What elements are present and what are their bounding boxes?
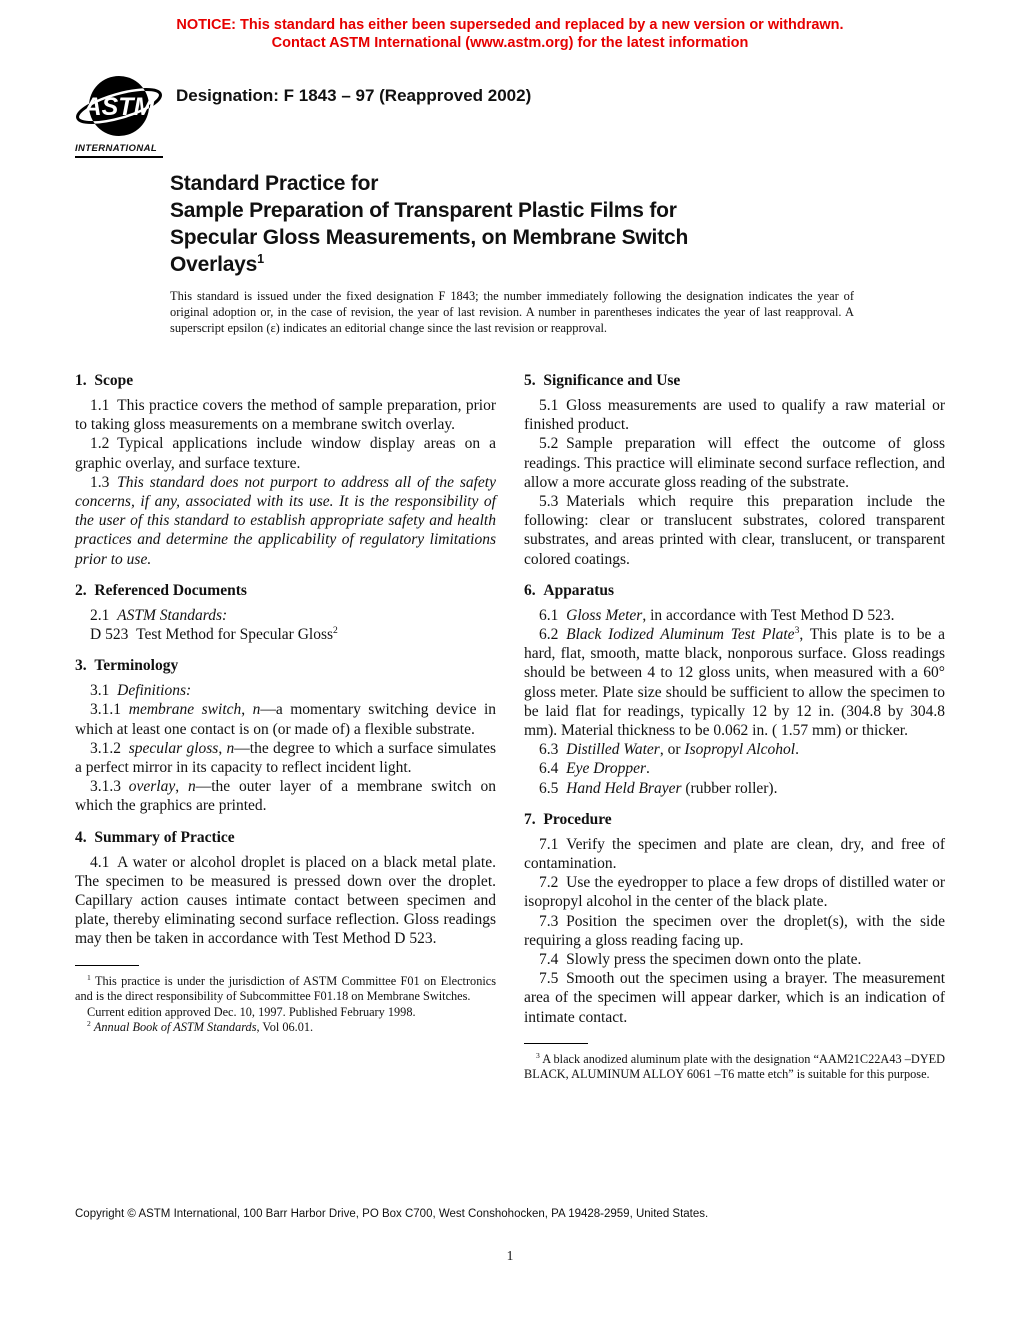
section-heading: 2. Referenced Documents bbox=[75, 581, 247, 599]
title-superscript: 1 bbox=[257, 252, 264, 266]
section-significance-and-use bbox=[524, 372, 945, 569]
paragraph: 7.1 Verify the specimen and plate are clean, dry, and free of contamination. bbox=[524, 835, 945, 873]
designation-text: Designation: F 1843 – 97 (Reapproved 2002) bbox=[176, 86, 532, 105]
right-column bbox=[524, 368, 945, 1083]
left-footnotes bbox=[75, 965, 496, 1036]
logo-underline bbox=[75, 156, 163, 158]
footnote: $^1$ This practice is under the jurisdiction of ASTM Committee F01 on Electronics and is the direct responsibility of Subcommittee F01.18 on Membrane Switches. bbox=[75, 972, 496, 1004]
section-scope bbox=[75, 372, 496, 569]
paragraph: 5.2 Sample preparation will effect the outcome of gloss readings. This practice will eliminate second surface reflection, and allow a more accurate gloss reading of the substrate. bbox=[524, 435, 945, 491]
body-columns bbox=[75, 368, 945, 1083]
section-heading: 5. Significance and Use bbox=[524, 372, 681, 389]
section-summary-of-practice bbox=[75, 829, 496, 949]
section-heading: 3. Terminology bbox=[75, 657, 179, 675]
issuance-note: This standard is issued under the fixed designation F 1843; the number immediately following the designation indicates the year of original adoption or, in the case of revision, the year of last revision. A number in parentheses indicates the year of last reapproval. A superscript epsilon (ε) indicates an editorial change since the last revision or reapproval. bbox=[170, 289, 854, 335]
superseded-notice bbox=[0, 16, 1020, 52]
paragraph: 6.1 Gloss Meter, in accordance with Test Method D 523. bbox=[539, 606, 895, 624]
paragraph: 6.5 Hand Held Brayer (rubber roller). bbox=[539, 779, 778, 797]
paragraph: 3.1 Definitions: bbox=[90, 682, 192, 700]
section-heading: 4. Summary of Practice bbox=[75, 828, 235, 846]
paragraph: 6.4 Eye Dropper. bbox=[539, 760, 650, 778]
section-apparatus bbox=[524, 582, 945, 798]
section-heading: 7. Procedure bbox=[524, 810, 612, 828]
paragraph: 7.2 Use the eyedropper to place a few drops of distilled water or isopropyl alcohol in the center of the black plate. bbox=[524, 874, 945, 911]
footnote: $^3$ A black anodized aluminum plate with the designation “AAM21C22A43 –DYED BLACK, ALUMINUM ALLOY 6061 –T6 matte etch” is suitable for this purpose. bbox=[524, 1050, 945, 1082]
paragraph: 1.2 Typical applications include window display areas on a graphic overlay, and surface texture. bbox=[75, 435, 496, 472]
paragraph: 6.2 Black Iodized Aluminum Test Plate$^3$, This plate is to be a hard, flat, smooth, matte black, nonporous surface. Gloss readings should be between 4 to 12 gloss units, when measured with a 60° gloss meter. Plate size should be sufficient to allow the specimen to be laid flat for readings, typically 12 by 12 in. (304.8 by 304.8 mm). Material thickness to be 0.062 in. ( 1.57 mm) or thicker. bbox=[524, 624, 945, 740]
notice-line-1: NOTICE: This standard has either been superseded and replaced by a new version or withdrawn. bbox=[176, 17, 844, 33]
footnote-divider bbox=[524, 1043, 588, 1044]
paragraph: 5.3 Materials which require this preparation include the following: clear or translucent substrates, colored transparent substrates, and areas printed with clear, translucent, or transparent colored coatings. bbox=[524, 493, 945, 568]
section-referenced-documents bbox=[75, 582, 496, 644]
footnote: Current edition approved Dec. 10, 1997. Published February 1998. bbox=[87, 1004, 416, 1019]
title-line-1: Standard Practice for bbox=[170, 172, 379, 195]
paragraph: 2.1 ASTM Standards: bbox=[90, 606, 228, 624]
copyright-text: Copyright © ASTM International, 100 Barr Harbor Drive, PO Box C700, West Conshohocken, PA 19428-2959, United States. bbox=[75, 1208, 709, 1220]
title-line-4 bbox=[170, 251, 880, 278]
astm-logo bbox=[75, 74, 167, 158]
paragraph: 7.3 Position the specimen over the droplet(s), with the side requiring a gloss reading facing up. bbox=[524, 912, 945, 949]
paragraph: 7.5 Smooth out the specimen using a brayer. The measurement area of the specimen will appear darker, which is an indication of intimate contact. bbox=[524, 970, 945, 1026]
right-footnotes bbox=[524, 1043, 945, 1083]
paragraph: 3.1.2 specular gloss, n—the degree to which a surface simulates a perfect mirror in its capacity to reflect incident light. bbox=[75, 739, 497, 777]
paragraph: 1.3 This standard does not purport to address all of the safety concerns, if any, associated with its use. It is the responsibility of the user of this standard to establish appropriate safety and health practices and determine the applicability of regulatory limitations prior to use. bbox=[75, 473, 496, 568]
section-terminology bbox=[75, 657, 496, 815]
footnote-divider bbox=[75, 965, 139, 966]
footnote: $^2$ Annual Book of ASTM Standards, Vol 06.01. bbox=[87, 1019, 314, 1035]
astm-globe-icon bbox=[75, 74, 163, 142]
title-line-3: Specular Gloss Measurements, on Membrane Switch bbox=[170, 226, 689, 249]
logo-international-label: INTERNATIONAL bbox=[75, 143, 158, 154]
paragraph: 1.1 This practice covers the method of sample preparation, prior to taking gloss measurements on a membrane switch overlay. bbox=[75, 397, 496, 434]
section-heading: 6. Apparatus bbox=[524, 581, 615, 599]
paragraph: 3.1.1 membrane switch, n—a momentary switching device in which at least one contact is on (or made of) a flexible substrate. bbox=[75, 701, 497, 738]
paragraph: 6.3 Distilled Water, or Isopropyl Alcohol. bbox=[539, 741, 799, 759]
notice-line-2: Contact ASTM International (www.astm.org) for the latest information bbox=[271, 35, 749, 51]
paragraph: 4.1 A water or alcohol droplet is placed on a black metal plate. The specimen to be measured is pressed down over the droplet. Capillary action causes intimate contact between specimen and plate, thereby eliminating second surface reflection. Gloss readings may then be taken in accordance with Test Method D 523. bbox=[75, 853, 496, 948]
paragraph: 5.1 Gloss measurements are used to qualify a raw material or finished product. bbox=[524, 397, 945, 434]
paragraph: 3.1.3 overlay, n—the outer layer of a membrane switch on which the graphics are printed. bbox=[75, 778, 497, 815]
logo-acronym: ASTM bbox=[83, 93, 155, 121]
document-title bbox=[170, 170, 880, 278]
paragraph: 7.4 Slowly press the specimen down onto the plate. bbox=[539, 951, 862, 969]
left-column bbox=[75, 368, 496, 1083]
paragraph: D 523 Test Method for Specular Gloss$^2$ bbox=[90, 624, 338, 644]
page-number: 1 bbox=[506, 1248, 514, 1263]
section-heading: 1. Scope bbox=[75, 372, 134, 389]
section-procedure bbox=[524, 811, 945, 1027]
title-line-4-text: Overlays bbox=[170, 253, 258, 276]
title-line-2: Sample Preparation of Transparent Plastic Films for bbox=[170, 199, 677, 222]
